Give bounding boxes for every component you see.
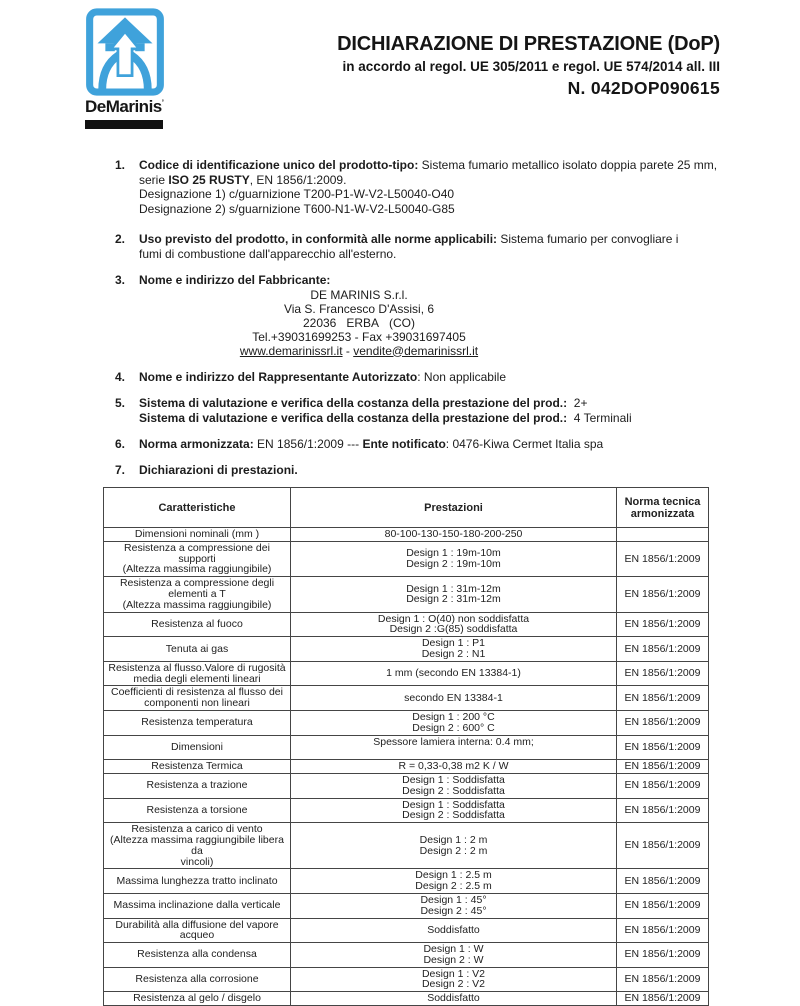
doc-title: DICHIARAZIONE DI PRESTAZIONE (DoP) bbox=[337, 33, 720, 55]
prestazione-cell: Design 1 : 31m-12m Design 2 : 31m-12m bbox=[291, 577, 617, 612]
email-link[interactable]: vendite@demarinissrl.it bbox=[353, 343, 479, 358]
performance-table-body bbox=[104, 528, 709, 1006]
table-header-norma: Norma tecnica armonizzata bbox=[617, 488, 709, 528]
norma-cell: EN 1856/1:2009 bbox=[617, 541, 709, 576]
table-row bbox=[104, 992, 709, 1006]
table-row bbox=[104, 918, 709, 943]
item-number: 4. bbox=[115, 369, 126, 384]
document-header bbox=[337, 33, 720, 99]
prestazione-cell: 1 mm (secondo EN 13384-1) bbox=[291, 661, 617, 686]
website-link[interactable]: www.demarinissrl.it bbox=[239, 343, 343, 358]
brand-wordmark: DeMarinis’ bbox=[85, 97, 164, 116]
table-row bbox=[104, 710, 709, 735]
caratteristica-cell: Resistenza al gelo / disgelo bbox=[104, 992, 291, 1006]
item-7-dichiarazioni bbox=[115, 463, 720, 478]
caratteristica-cell: Resistenza al flusso.Valore di rugosità media degli elementi lineari bbox=[104, 661, 291, 686]
table-row bbox=[104, 577, 709, 612]
item-4-rappresentante bbox=[115, 370, 720, 385]
norma-cell: EN 1856/1:2009 bbox=[617, 943, 709, 968]
prestazione-cell: Design 1 : 200 °C Design 2 : 600° C bbox=[291, 710, 617, 735]
norma-cell: EN 1856/1:2009 bbox=[617, 661, 709, 686]
caratteristica-cell: Resistenza alla condensa bbox=[104, 943, 291, 968]
item-1-designazione-2: Designazione 2) s/guarnizione T600-N1-W-V2-L50040-G85 bbox=[139, 201, 455, 216]
item-number: 6. bbox=[115, 437, 126, 451]
item-5-line1: Sistema di valutazione e verifica della costanza della prestazione del prod.: 2+ bbox=[139, 396, 588, 410]
norma-cell: EN 1856/1:2009 bbox=[617, 893, 709, 918]
prestazione-cell: Soddisfatto bbox=[291, 992, 617, 1006]
item-number: 7. bbox=[115, 462, 126, 477]
caratteristica-cell: Resistenza a compressione degli elementi a T (Altezza massima raggiungibile) bbox=[104, 577, 291, 612]
table-row bbox=[104, 893, 709, 918]
item-number: 3. bbox=[115, 273, 126, 287]
item-number: 5. bbox=[115, 396, 126, 410]
prestazione-cell: Design 1 : Soddisfatta Design 2 : Soddisfatta bbox=[291, 798, 617, 823]
prestazione-cell: Design 1 : 19m-10m Design 2 : 19m-10m bbox=[291, 541, 617, 576]
caratteristica-cell: Resistenza a carico di vento (Altezza massima raggiungibile libera da vincoli) bbox=[104, 823, 291, 869]
caratteristica-cell: Resistenza temperatura bbox=[104, 710, 291, 735]
table-row bbox=[104, 528, 709, 542]
norma-cell bbox=[617, 528, 709, 542]
norma-cell: EN 1856/1:2009 bbox=[617, 612, 709, 637]
norma-cell: EN 1856/1:2009 bbox=[617, 798, 709, 823]
item-3-label: Nome e indirizzo del Fabbricante: bbox=[139, 273, 331, 287]
table-row bbox=[104, 541, 709, 576]
item-7-label: Dichiarazioni di prestazioni. bbox=[139, 462, 298, 477]
caratteristica-cell: Dimensioni nominali (mm ) bbox=[104, 528, 291, 542]
caratteristica-cell: Massima lunghezza tratto inclinato bbox=[104, 869, 291, 894]
item-number: 2. bbox=[115, 232, 126, 246]
brand-mark: ’ bbox=[161, 98, 164, 108]
item-1-designazione-1: Designazione 1) c/guarnizione T200-P1-W-V2-L50040-O40 bbox=[139, 187, 455, 201]
prestazione-cell: Design 1 : 45° Design 2 : 45° bbox=[291, 893, 617, 918]
caratteristica-cell: Resistenza a compressione dei supporti (Altezza massima raggiungibile) bbox=[104, 541, 291, 576]
table-header-caratteristiche: Caratteristiche bbox=[104, 488, 291, 528]
doc-number: N. 042DOP090615 bbox=[567, 78, 720, 98]
caratteristica-cell: Tenuta ai gas bbox=[104, 637, 291, 662]
fabbricante-address bbox=[139, 288, 579, 358]
address-phone-fax: Tel.+39031699253 - Fax +39031697405 bbox=[252, 329, 466, 344]
table-row bbox=[104, 869, 709, 894]
table-row bbox=[104, 798, 709, 823]
prestazione-cell: 80-100-130-150-180-200-250 bbox=[291, 528, 617, 542]
caratteristica-cell: Resistenza a trazione bbox=[104, 773, 291, 798]
item-1-codice-identificazione bbox=[115, 158, 720, 216]
address-company: DE MARINIS S.r.l. bbox=[310, 287, 408, 302]
prestazione-cell: Soddisfatto bbox=[291, 918, 617, 943]
norma-cell: EN 1856/1:2009 bbox=[617, 710, 709, 735]
prestazione-cell: R = 0,33-0,38 m2 K / W bbox=[291, 760, 617, 774]
chimney-icon bbox=[85, 8, 165, 96]
table-header-row bbox=[104, 488, 709, 528]
norma-cell: EN 1856/1:2009 bbox=[617, 577, 709, 612]
brand-underline-bar bbox=[85, 120, 163, 129]
address-city: 22036 ERBA (CO) bbox=[302, 315, 416, 330]
table-row bbox=[104, 612, 709, 637]
prestazione-cell: Design 1 : W Design 2 : W bbox=[291, 943, 617, 968]
prestazione-cell: Design 1 : O(40) non soddisfatta Design 2 :G(85) soddisfatta bbox=[291, 612, 617, 637]
norma-cell: EN 1856/1:2009 bbox=[617, 735, 709, 760]
item-4-line1: Nome e indirizzo del Rappresentante Autorizzato: Non applicabile bbox=[139, 369, 506, 384]
norma-cell: EN 1856/1:2009 bbox=[617, 760, 709, 774]
table-header-prestazioni: Prestazioni bbox=[291, 488, 617, 528]
prestazione-cell: Design 1 : 2.5 m Design 2 : 2.5 m bbox=[291, 869, 617, 894]
table-row bbox=[104, 637, 709, 662]
norma-cell: EN 1856/1:2009 bbox=[617, 992, 709, 1006]
prestazione-cell: Spessore lamiera interna: 0.4 mm; bbox=[291, 735, 617, 760]
address-links: www.demarinissrl.it - vendite@demarinissrl.it bbox=[239, 343, 479, 358]
caratteristica-cell: Dimensioni bbox=[104, 735, 291, 760]
prestazione-cell: secondo EN 13384-1 bbox=[291, 686, 617, 711]
logo-demarinis bbox=[85, 8, 189, 129]
item-number: 1. bbox=[115, 158, 126, 172]
table-row bbox=[104, 735, 709, 760]
norma-cell: EN 1856/1:2009 bbox=[617, 967, 709, 992]
item-5-line2: Sistema di valutazione e verifica della costanza della prestazione del prod.: 4 Terminali bbox=[139, 410, 632, 425]
item-3-fabbricante bbox=[115, 273, 720, 358]
item-2-uso-previsto bbox=[115, 232, 720, 261]
norma-cell: EN 1856/1:2009 bbox=[617, 918, 709, 943]
item-6-line1: Norma armonizzata: EN 1856/1:2009 --- Ente notificato: 0476-Kiwa Cermet Italia spa bbox=[139, 437, 604, 451]
table-row bbox=[104, 943, 709, 968]
caratteristica-cell: Resistenza a torsione bbox=[104, 798, 291, 823]
norma-cell: EN 1856/1:2009 bbox=[617, 773, 709, 798]
prestazione-cell: Design 1 : Soddisfatta Design 2 : Soddisfatta bbox=[291, 773, 617, 798]
norma-cell: EN 1856/1:2009 bbox=[617, 637, 709, 662]
item-2-line2: fumi di combustione dall'apparecchio all'esterno. bbox=[139, 246, 397, 261]
address-street: Via S. Francesco D'Assisi, 6 bbox=[283, 301, 435, 316]
doc-subtitle: in accordo al regol. UE 305/2011 e regol. UE 574/2014 all. III bbox=[342, 59, 720, 74]
caratteristica-cell: Coefficienti di resistenza al flusso dei componenti non lineari bbox=[104, 686, 291, 711]
table-row bbox=[104, 661, 709, 686]
caratteristica-cell: Resistenza Termica bbox=[104, 760, 291, 774]
table-row bbox=[104, 760, 709, 774]
table-row bbox=[104, 967, 709, 992]
prestazione-cell: Design 1 : V2 Design 2 : V2 bbox=[291, 967, 617, 992]
item-5-sistema-valutazione bbox=[115, 396, 720, 425]
norma-cell: EN 1856/1:2009 bbox=[617, 686, 709, 711]
prestazione-cell: Design 1 : 2 m Design 2 : 2 m bbox=[291, 823, 617, 869]
norma-cell: EN 1856/1:2009 bbox=[617, 823, 709, 869]
items-list bbox=[115, 158, 720, 477]
table-row bbox=[104, 686, 709, 711]
item-1-line2: serie ISO 25 RUSTY, EN 1856/1:2009. bbox=[139, 172, 347, 187]
norma-cell: EN 1856/1:2009 bbox=[617, 869, 709, 894]
table-row bbox=[104, 823, 709, 869]
caratteristica-cell: Durabilità alla diffusione del vapore acqueo bbox=[104, 918, 291, 943]
performance-table bbox=[103, 487, 709, 1006]
prestazione-cell: Design 1 : P1 Design 2 : N1 bbox=[291, 637, 617, 662]
item-6-norma-armonizzata bbox=[115, 437, 720, 452]
caratteristica-cell: Resistenza al fuoco bbox=[104, 612, 291, 637]
item-2-line1: Uso previsto del prodotto, in conformità alle norme applicabili: Sistema fumario per convogliare i bbox=[139, 232, 679, 246]
caratteristica-cell: Resistenza alla corrosione bbox=[104, 967, 291, 992]
table-row bbox=[104, 773, 709, 798]
item-1-line1: Codice di identificazione unico del prodotto-tipo: Sistema fumario metallico isolato doppia parete 25 mm, bbox=[139, 158, 718, 172]
caratteristica-cell: Massima inclinazione dalla verticale bbox=[104, 893, 291, 918]
